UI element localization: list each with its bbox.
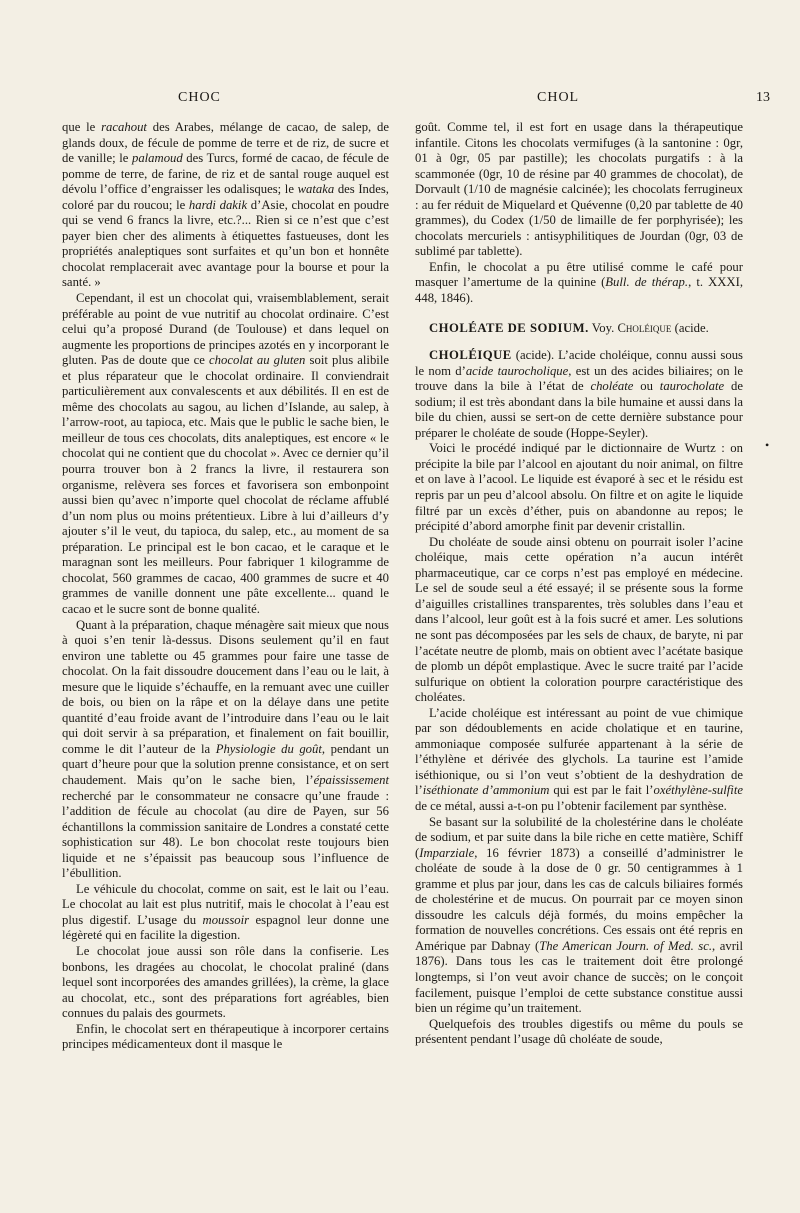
italic-term: moussoir (202, 912, 250, 927)
italic-term: palamoud (131, 151, 183, 166)
left-column (62, 120, 389, 1053)
paragraph: goût. Comme tel, il est fort en usage dans la thérapeutique infantile. Citons les chocolats vermifuges (à la santonine : 0gr, 01 à 0gr, 05 par pastille); les chocolats purgatifs : à la scammonée (0gr, 10 de résine par 40 grammes de chocolat), de Dorvault (1/10 de magnésie calcinée); les chocolats ferrugineux : au fer réduit de Miquelard et Quévenne (0,20 par tablette de 40 grammes), du Codex (1/50 de limaille de fer porphyrisée); les chocolats mercuriels : antisyphilitiques de Jourdan (0gr, 03 de sublimé par tablette). (415, 120, 743, 259)
italic-term: hardi dakik (188, 197, 248, 212)
page-number: 13 (756, 90, 770, 105)
running-header (0, 90, 800, 112)
entry-text: Voy. (588, 320, 618, 335)
entry-text: (acide. (671, 320, 709, 335)
italic-term: The American Journ. of Med. sc. (539, 938, 713, 953)
italic-term: épaississement (313, 772, 389, 787)
running-head-left: CHOC (178, 90, 221, 105)
right-column (415, 120, 743, 1048)
paragraph: Le véhicule du chocolat, comme on sait, est le lait ou l’eau. Le chocolat au lait est plus nutritif, mais le chocolat à l’eau est plus digestif. L’usage du moussoir espagnol leur donne une légèreté qui en facilite la digestion. (62, 881, 390, 943)
running-head-right: CHOL (537, 90, 580, 105)
italic-term: Physiologie du goût (215, 741, 322, 756)
paragraph: Se basant sur la solubilité de la cholestérine dans le choléate de sodium, et par suite dans la bile riche en cette matière, Schiff (Imparziale, 16 février 1873) a conseillé d’administrer le choléate de soude à la dose de 0 gr. 50 centigrammes à 1 gramme et plus par jour, dans les cas de calculs biliaires formés de cholestérine et de mucus. On pourrait par ce moyen sinon dissoudre les calculs déjà formés, du moins empêcher la formation de nouvelles concrétions. Ces essais ont été repris en Amérique par Dabnay (The American Journ. of Med. sc., avril 1876). Dans tous les cas le traitement doit être prolongé longtemps, si l’on veut avoir chance de succès; on le conçoit facilement, puisque l’emploi de cette substance constitue aussi bien un régime qu’un traitement. (415, 814, 743, 1016)
italic-term: chocolat au gluten (209, 353, 306, 368)
dictionary-entry-choleique (415, 348, 743, 441)
italic-term: acide taurocholique (465, 363, 569, 378)
italic-term: Bull. de thérap. (605, 275, 689, 290)
entry-headword: CHOLÉIQUE (429, 348, 512, 363)
italic-term: Imparziale (419, 845, 475, 860)
italic-term: wataka (297, 182, 335, 197)
italic-term: taurocholate (659, 379, 725, 394)
entry-headword: CHOLÉATE DE SODIUM. (429, 320, 589, 335)
paragraph: que le racahout des Arabes, mélange de cacao, de salep, de glands doux, de fécule de pomme de terre et de riz, de sucre et de vanille; le palamoud des Turcs, formé de cacao, de fécule de pomme de terre, de farine, de riz et de santal rouge auquel est dévolu l’office d’engraisser les odalisques; le wataka des Indes, coloré par du roucou; le hardi dakik d’Asie, chocolat en poudre qui se vend 6 francs la livre, etc.?... Rien si ce n’est que c’est payer bien cher des aliments à étiquettes fastueuses, dont les propriétés analeptiques sont surfaites et qu’un bon et honnête chocolat remplacerait avec avantage pour la bourse et pour la santé. » (62, 120, 390, 290)
paragraph: Voici le procédé indiqué par le dictionnaire de Wurtz : on précipite la bile par l’alcool en ajoutant du noir animal, on filtre et on lave à l’acool. Le liquide est évaporé à sec et le résidu est repris par un peu d’alcool absolu. On filtre et on agite le liquide filtré par un excès d’éther, puis on abandonne au repos; le précipité d’abord amorphe finit par devenir cristallin. (415, 441, 743, 534)
paragraph: Cependant, il est un chocolat qui, vraisemblablement, serait préférable au point de vue nutritif au chocolat ordinaire. C’est celui qu’a proposé Durand (de Toulouse) et dans lequel on augmente les proportions de principes azotés en y incorporant le gluten. Pas de doute que ce chocolat au gluten soit plus alibile et plus réparateur que le chocolat ordinaire. Il conviendrait particulièrement aux convalescents et aux débilités. Il en est de même des chocolats au sagou, au lichen d’Islande, au salep, à l’arrow-root, au tapioca, etc. Mais que le public le sache bien, le meilleur de tous ces chocolats, dits analeptiques, est encore « le chocolat qui ne contient que du chocolat ». Avec ce dernier qu’il pourra trouver bon à 2 francs la livre, il restaurera son organisme, relèvera ses forces et favorisera son embonpoint aussi bien qu’avec n’importe quel chocolat de réclame affublé d’un nom plus ou moins prétentieux. Libre à lui d’ailleurs d’y ajouter s’il le veut, du tapioca, du salep, etc., au moment de sa préparation. Le principal est le bon cacao, et le caraque et le maragnan sont les meilleurs. Pour fabriquer 1 kilogramme de chocolat, 560 grammes de cacao, 400 grammes de sucre et 40 grammes de vanille donnent une pâte excellente... quand le cacao et le sucre sont de bonne qualité. (62, 291, 389, 616)
paragraph: Enfin, le chocolat a pu être utilisé comme le café pour masquer l’amertume de la quinine (Bull. de thérap., t. XXXI, 448, 1846). (415, 259, 743, 306)
italic-term: iséthionate d’ammonium (422, 783, 550, 798)
paragraph: Le chocolat joue aussi son rôle dans la confiserie. Les bonbons, les dragées au chocolat, le chocolat praliné (dans lequel sont incorporées des amandes grillées), la crème, la glace au chocolat, etc., sont des préparations fort agréables, bien connues du palais des gourmets. (62, 943, 389, 1021)
italic-term: oxéthylène-sulfite (653, 783, 743, 798)
italic-term: racahout (101, 120, 147, 134)
dictionary-entry-choleate (415, 321, 743, 337)
paragraph: L’acide choléique est intéressant au point de vue chimique par son dédoublements en acide cholatique et en taurine, ammoniaque composée sulfurée appartenant à la série de l’éthylène et dérivée des glychols. La taurine est l’amide iséthionique, ou si l’on veut s’obtient de la deshydration de l’iséthionate d’ammonium qui est par le fait l’oxéthylène-sulfite de ce métal, aussi a-t-on pu l’obtenir facilement par synthèse. (415, 705, 743, 813)
italic-term: choléate (590, 379, 634, 394)
paragraph: Quant à la préparation, chaque ménagère sait mieux que nous à quoi s’en tenir là-dessus. Disons seulement qu’il en faut environ une tablette ou 45 grammes pour faire une tasse de chocolat. On la fait dissoudre doucement dans l’eau ou le lait, à mesure que le liquide s’échauffe, en la remuant avec une cuiller de bois, ou bien on la râpe et on la délaye dans une petite quantité d’eau froide avant de l’introduire dans l’eau ou le lait qui doit servir à sa préparation, et finalement on fait bouillir, comme le dit l’auteur de la Physiologie du goût, pendant un quart d’heure pour que la solution prenne consistance, et on sert chaudement. Mais qu’on le sache bien, l’épaississement recherché par le consommateur ne consacre qu’une fraude : l’addition de fécule au chocolat (au dire de Payen, sur 56 échantillons la commission sanitaire de Londres a constaté cette sophistication sur 48). Le bon chocolat reste toujours bien liquide et ne s’épaissit pas beaucoup sous l’influence de l’ébullition. (62, 617, 389, 881)
entry-body: (acide). L’acide choléique, connu aussi sous le nom d’acide taurocholique, est un des acides biliaires; on le trouve dans la bile à l’état de choléate ou taurocholate de sodium; il est très abondant dans la bile humaine et aussi dans la bile du chien, aussi se sert-on de cette dernière substance pour préparer le choléate de soude (Hoppe-Seyler). (415, 348, 743, 440)
cross-reference: Choléique (617, 320, 672, 335)
paragraph: Enfin, le chocolat sert en thérapeutique à incorporer certains principes médicamenteux dont il masque le (62, 1021, 389, 1052)
margin-mark: • (765, 438, 770, 452)
paragraph: Quelquefois des troubles digestifs ou même du pouls se présentent pendant l’usage dû choléate de soude, (415, 1016, 743, 1047)
paragraph: Du choléate de soude ainsi obtenu on pourrait isoler l’acine choléique, mais cette opération n’a aucun intérêt pharmaceutique, car ce corps n’est pas employé en médecine. Le sel de soude seul a été essayé; il se présente sous la forme d’aiguilles cristallines transparentes, très solubles dans l’eau et dans l’alcool, leur goût est à la fois sucré et amer. Les solutions ne sont pas décomposées par les sels de chaux, de baryte, ni par l’acétate neutre de plomb, mais on obtient avec l’acétate basique de plomb un dépôt emplastique. Avec le sucre traité par l’acide sulfurique on obtient la coloration pourpre caractéristique des choléates. (415, 534, 743, 705)
